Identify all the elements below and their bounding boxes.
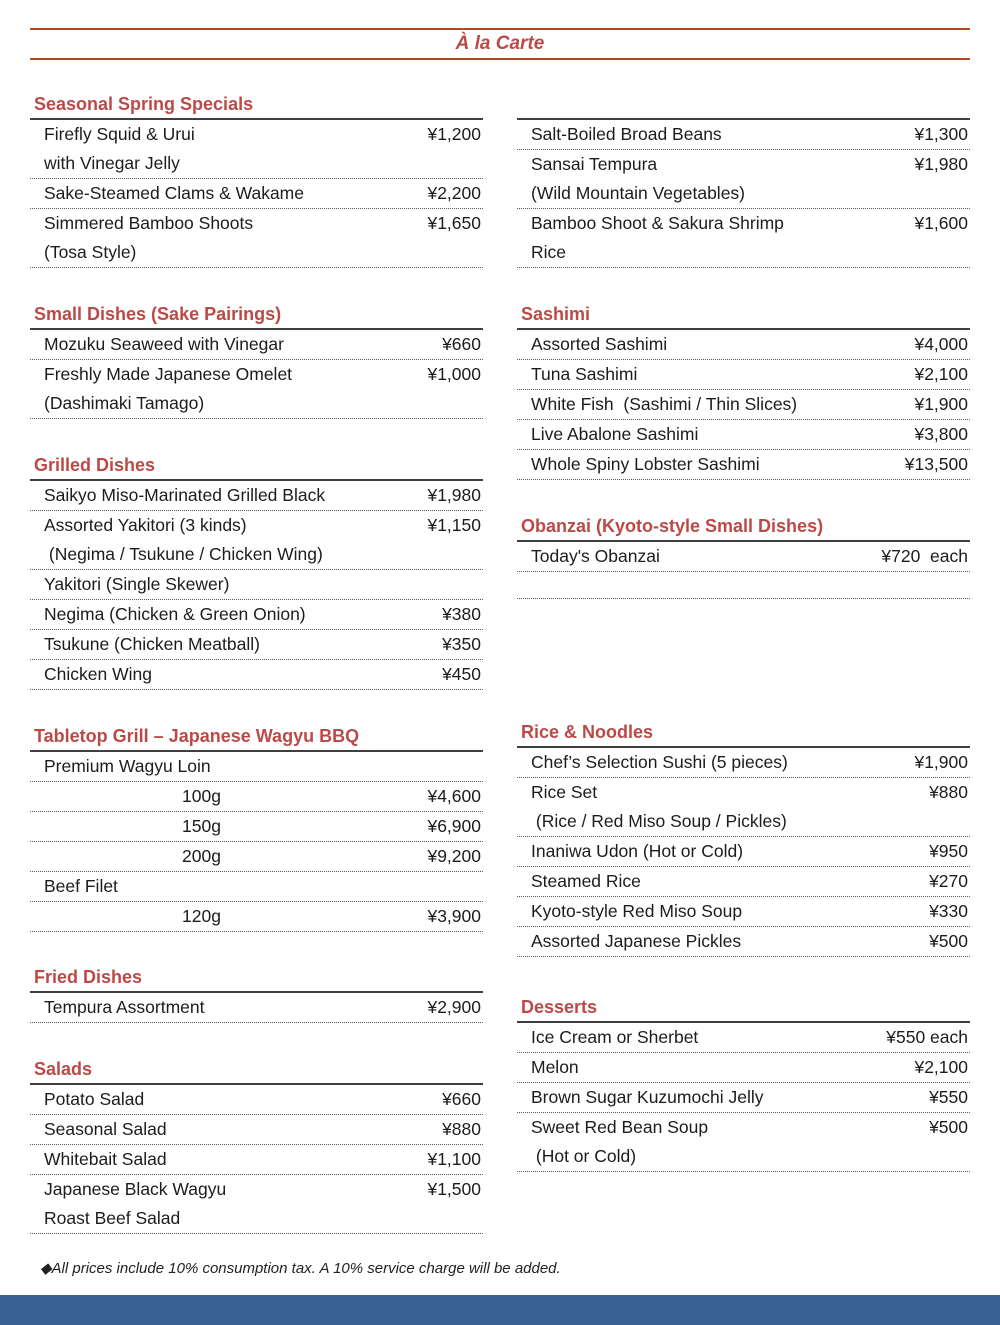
item-line: [30, 902, 483, 931]
item-name: Chef’s Selection Sushi (5 pieces): [531, 752, 788, 772]
item-price: ¥4,600: [427, 786, 481, 806]
menu-section: [30, 968, 483, 1023]
item-line: [30, 812, 483, 841]
item-name: Sansai Tempura: [531, 154, 658, 174]
left-column: [30, 60, 483, 1234]
item-name: Steamed Rice: [531, 871, 641, 891]
section-items: [517, 328, 970, 480]
menu-item: [30, 842, 483, 872]
item-line: [30, 842, 483, 871]
item-line: [517, 1083, 970, 1112]
item-line: [30, 149, 483, 178]
item-name: Assorted Japanese Pickles: [531, 931, 742, 951]
item-line: [30, 1115, 483, 1144]
item-name: 100g: [182, 786, 221, 806]
item-line: [30, 179, 483, 208]
item-name: Assorted Yakitori (3 kinds): [44, 515, 247, 535]
item-price: ¥1,000: [427, 364, 481, 384]
item-name: (Dashimaki Tamago): [44, 393, 205, 413]
item-name: Seasonal Salad: [44, 1119, 167, 1139]
item-line: [30, 238, 483, 267]
section-title: Seasonal Spring Specials: [34, 94, 254, 114]
item-line: [517, 837, 970, 866]
item-line: [30, 782, 483, 811]
item-name: 120g: [182, 906, 221, 926]
item-line: [517, 179, 970, 208]
section-items: [30, 991, 483, 1023]
menu-item: [517, 1053, 970, 1083]
menu-item: [30, 1115, 483, 1145]
menu-item: [30, 179, 483, 209]
menu-item: [30, 511, 483, 570]
item-price: ¥500: [929, 931, 968, 951]
item-name: Inaniwa Udon (Hot or Cold): [531, 841, 744, 861]
item-price: ¥450: [442, 664, 481, 684]
section-items: [517, 1021, 970, 1172]
item-line: [30, 1085, 483, 1114]
menu-item: [517, 209, 970, 268]
item-price: ¥13,500: [904, 454, 968, 474]
item-price: ¥9,200: [427, 846, 481, 866]
item-name: Chicken Wing: [44, 664, 152, 684]
item-line: [517, 748, 970, 777]
menu-item: [30, 570, 483, 600]
item-name: Simmered Bamboo Shoots: [44, 213, 254, 233]
item-price: ¥1,150: [427, 515, 481, 535]
menu-item: [30, 812, 483, 842]
item-line: [517, 1023, 970, 1052]
item-price: ¥3,800: [914, 424, 968, 444]
item-price: ¥1,100: [427, 1149, 481, 1169]
item-line: [30, 209, 483, 238]
item-line: [30, 360, 483, 389]
item-name: Yakitori (Single Skewer): [44, 574, 230, 594]
menu-section: [517, 118, 970, 268]
item-line: [517, 867, 970, 896]
section-title: Sashimi: [521, 304, 591, 324]
item-price: ¥660: [442, 334, 481, 354]
menu-item: [30, 1145, 483, 1175]
item-price: ¥2,100: [914, 364, 968, 384]
item-price: ¥270: [929, 871, 968, 891]
menu-section: [517, 998, 970, 1172]
item-name: Roast Beef Salad: [44, 1208, 181, 1228]
item-line: [517, 807, 970, 836]
item-price: ¥660: [442, 1089, 481, 1109]
item-line: [517, 420, 970, 449]
item-price: ¥1,300: [914, 124, 968, 144]
menu-item: [30, 360, 483, 419]
item-line: [30, 1204, 483, 1233]
menu-item: [30, 120, 483, 179]
section-title: Fried Dishes: [34, 967, 143, 987]
item-line: [517, 1053, 970, 1082]
menu-item: [30, 481, 483, 511]
section-title: Rice & Noodles: [521, 722, 654, 742]
item-price: ¥550: [929, 1087, 968, 1107]
menu-item: [517, 542, 970, 572]
item-name: Whole Spiny Lobster Sashimi: [531, 454, 760, 474]
item-name: Brown Sugar Kuzumochi Jelly: [531, 1087, 764, 1107]
section-items: [30, 1083, 483, 1234]
item-line: [30, 872, 483, 901]
menu-item: [30, 630, 483, 660]
section-items: [30, 479, 483, 690]
menu-item: [30, 1085, 483, 1115]
item-price: ¥380: [442, 604, 481, 624]
item-name: Tsukune (Chicken Meatball): [44, 634, 260, 654]
item-price: ¥6,900: [427, 816, 481, 836]
section-title: Small Dishes (Sake Pairings): [34, 304, 282, 324]
section-title: Desserts: [521, 997, 598, 1017]
item-price: ¥1,900: [914, 394, 968, 414]
empty-row: [517, 572, 970, 599]
item-name: with Vinegar Jelly: [44, 153, 180, 173]
item-name: (Negima / Tsukune / Chicken Wing): [44, 544, 323, 564]
item-price: ¥880: [929, 782, 968, 802]
item-price: ¥1,980: [427, 485, 481, 505]
item-line: [30, 600, 483, 629]
item-line: [30, 481, 483, 510]
menu-item: [30, 209, 483, 268]
section-items: [30, 328, 483, 419]
section-items: [30, 750, 483, 932]
item-line: [30, 540, 483, 569]
item-price: ¥2,100: [914, 1057, 968, 1077]
item-name: Kyoto-style Red Miso Soup: [531, 901, 743, 921]
item-price: ¥350: [442, 634, 481, 654]
item-line: [30, 630, 483, 659]
item-name: Negima (Chicken & Green Onion): [44, 604, 306, 624]
item-name: (Rice / Red Miso Soup / Pickles): [531, 811, 787, 831]
menu-item: [517, 748, 970, 778]
item-name: Rice Set: [531, 782, 598, 802]
item-name: Tempura Assortment: [44, 997, 205, 1017]
menu-item: [30, 600, 483, 630]
section-items: [517, 540, 970, 599]
item-line: [30, 511, 483, 540]
item-price: ¥880: [442, 1119, 481, 1139]
menu-item: [30, 782, 483, 812]
menu-item: [517, 150, 970, 209]
item-name: Melon: [531, 1057, 579, 1077]
item-name: 200g: [182, 846, 221, 866]
item-price: ¥330: [929, 901, 968, 921]
section-items: [517, 118, 970, 268]
right-column: [517, 60, 970, 1172]
tax-note: ◆All prices include 10% consumption tax. A 10% service charge will be added.: [40, 1260, 561, 1277]
menu-item: [30, 993, 483, 1023]
item-line: [30, 752, 483, 781]
item-name: Japanese Black Wagyu: [44, 1179, 227, 1199]
item-price: ¥1,500: [427, 1179, 481, 1199]
menu-section: [30, 95, 483, 268]
menu-item: [30, 660, 483, 690]
menu-item: [517, 927, 970, 957]
item-price: ¥1,900: [914, 752, 968, 772]
menu-section: [517, 305, 970, 480]
item-name: 150g: [182, 816, 221, 836]
menu-item: [30, 1175, 483, 1234]
menu-columns: [0, 60, 1000, 1234]
item-name: Premium Wagyu Loin: [44, 756, 211, 776]
item-name: Rice: [531, 242, 567, 262]
item-line: [30, 1175, 483, 1204]
item-price: ¥1,200: [427, 124, 481, 144]
item-name: Assorted Sashimi: [531, 334, 668, 354]
item-line: [517, 120, 970, 149]
item-line: [30, 570, 483, 599]
menu-item: [30, 902, 483, 932]
menu-item: [30, 330, 483, 360]
item-price: ¥2,200: [427, 183, 481, 203]
item-name: Ice Cream or Sherbet: [531, 1027, 699, 1047]
item-line: [517, 150, 970, 179]
item-price: ¥500: [929, 1117, 968, 1137]
item-price: ¥1,650: [427, 213, 481, 233]
footer-bar: [0, 1295, 1000, 1325]
item-price: ¥720 each: [881, 546, 968, 566]
section-items: [517, 746, 970, 957]
item-line: [517, 1142, 970, 1171]
item-line: [517, 360, 970, 389]
item-line: [517, 390, 970, 419]
item-line: [30, 330, 483, 359]
menu-section: [30, 456, 483, 690]
page-title: À la Carte: [455, 33, 545, 54]
item-name: Whitebait Salad: [44, 1149, 167, 1169]
menu-item: [517, 1083, 970, 1113]
item-line: [517, 238, 970, 267]
item-name: Beef Filet: [44, 876, 118, 896]
section-title: Obanzai (Kyoto-style Small Dishes): [521, 516, 824, 536]
item-line: [517, 927, 970, 956]
menu-item: [517, 390, 970, 420]
item-name: Tuna Sashimi: [531, 364, 638, 384]
item-name: Saikyo Miso-Marinated Grilled Black: [44, 485, 326, 505]
menu-section: [30, 1060, 483, 1234]
item-name: Salt-Boiled Broad Beans: [531, 124, 722, 144]
item-name: Firefly Squid & Urui: [44, 124, 195, 144]
item-name: Today's Obanzai: [531, 546, 660, 566]
item-name: Freshly Made Japanese Omelet: [44, 364, 293, 384]
item-line: [517, 330, 970, 359]
item-line: [517, 1113, 970, 1142]
item-line: [30, 120, 483, 149]
item-name: Sweet Red Bean Soup: [531, 1117, 709, 1137]
item-price: ¥950: [929, 841, 968, 861]
menu-item: [517, 867, 970, 897]
item-line: [517, 209, 970, 238]
menu-section: [517, 517, 970, 599]
item-line: [30, 1145, 483, 1174]
page-header: [30, 28, 970, 60]
menu-item: [517, 420, 970, 450]
item-price: ¥2,900: [427, 997, 481, 1017]
item-line: [517, 450, 970, 479]
section-title: Grilled Dishes: [34, 455, 156, 475]
item-price: ¥4,000: [914, 334, 968, 354]
menu-item: [517, 1023, 970, 1053]
item-price: ¥3,900: [427, 906, 481, 926]
item-line: [517, 897, 970, 926]
menu-item: [517, 778, 970, 837]
menu-item: [517, 837, 970, 867]
menu-item: [517, 360, 970, 390]
item-name: (Wild Mountain Vegetables): [531, 183, 745, 203]
menu-section: [30, 727, 483, 932]
menu-item: [517, 450, 970, 480]
menu-section: [517, 723, 970, 957]
menu-item: [517, 897, 970, 927]
item-price: ¥1,980: [914, 154, 968, 174]
menu-item: [30, 872, 483, 902]
item-line: [30, 660, 483, 689]
item-name: (Tosa Style): [44, 242, 137, 262]
item-name: Potato Salad: [44, 1089, 145, 1109]
section-title: Tabletop Grill – Japanese Wagyu BBQ: [34, 726, 360, 746]
item-name: Live Abalone Sashimi: [531, 424, 699, 444]
section-title: Salads: [34, 1059, 93, 1079]
item-name: Sake-Steamed Clams & Wakame: [44, 183, 304, 203]
item-name: Bamboo Shoot & Sakura Shrimp: [531, 213, 784, 233]
menu-section: [30, 305, 483, 419]
item-price: ¥1,600: [914, 213, 968, 233]
item-price: ¥550 each: [886, 1027, 968, 1047]
item-line: [517, 778, 970, 807]
menu-item: [517, 330, 970, 360]
menu-item: [517, 120, 970, 150]
item-line: [30, 389, 483, 418]
item-name: Mozuku Seaweed with Vinegar: [44, 334, 284, 354]
item-name: White Fish (Sashimi / Thin Slices): [531, 394, 798, 414]
menu-item: [517, 1113, 970, 1172]
section-items: [30, 118, 483, 268]
menu-item: [30, 752, 483, 782]
item-line: [517, 542, 970, 571]
item-line: [30, 993, 483, 1022]
item-name: (Hot or Cold): [531, 1146, 637, 1166]
